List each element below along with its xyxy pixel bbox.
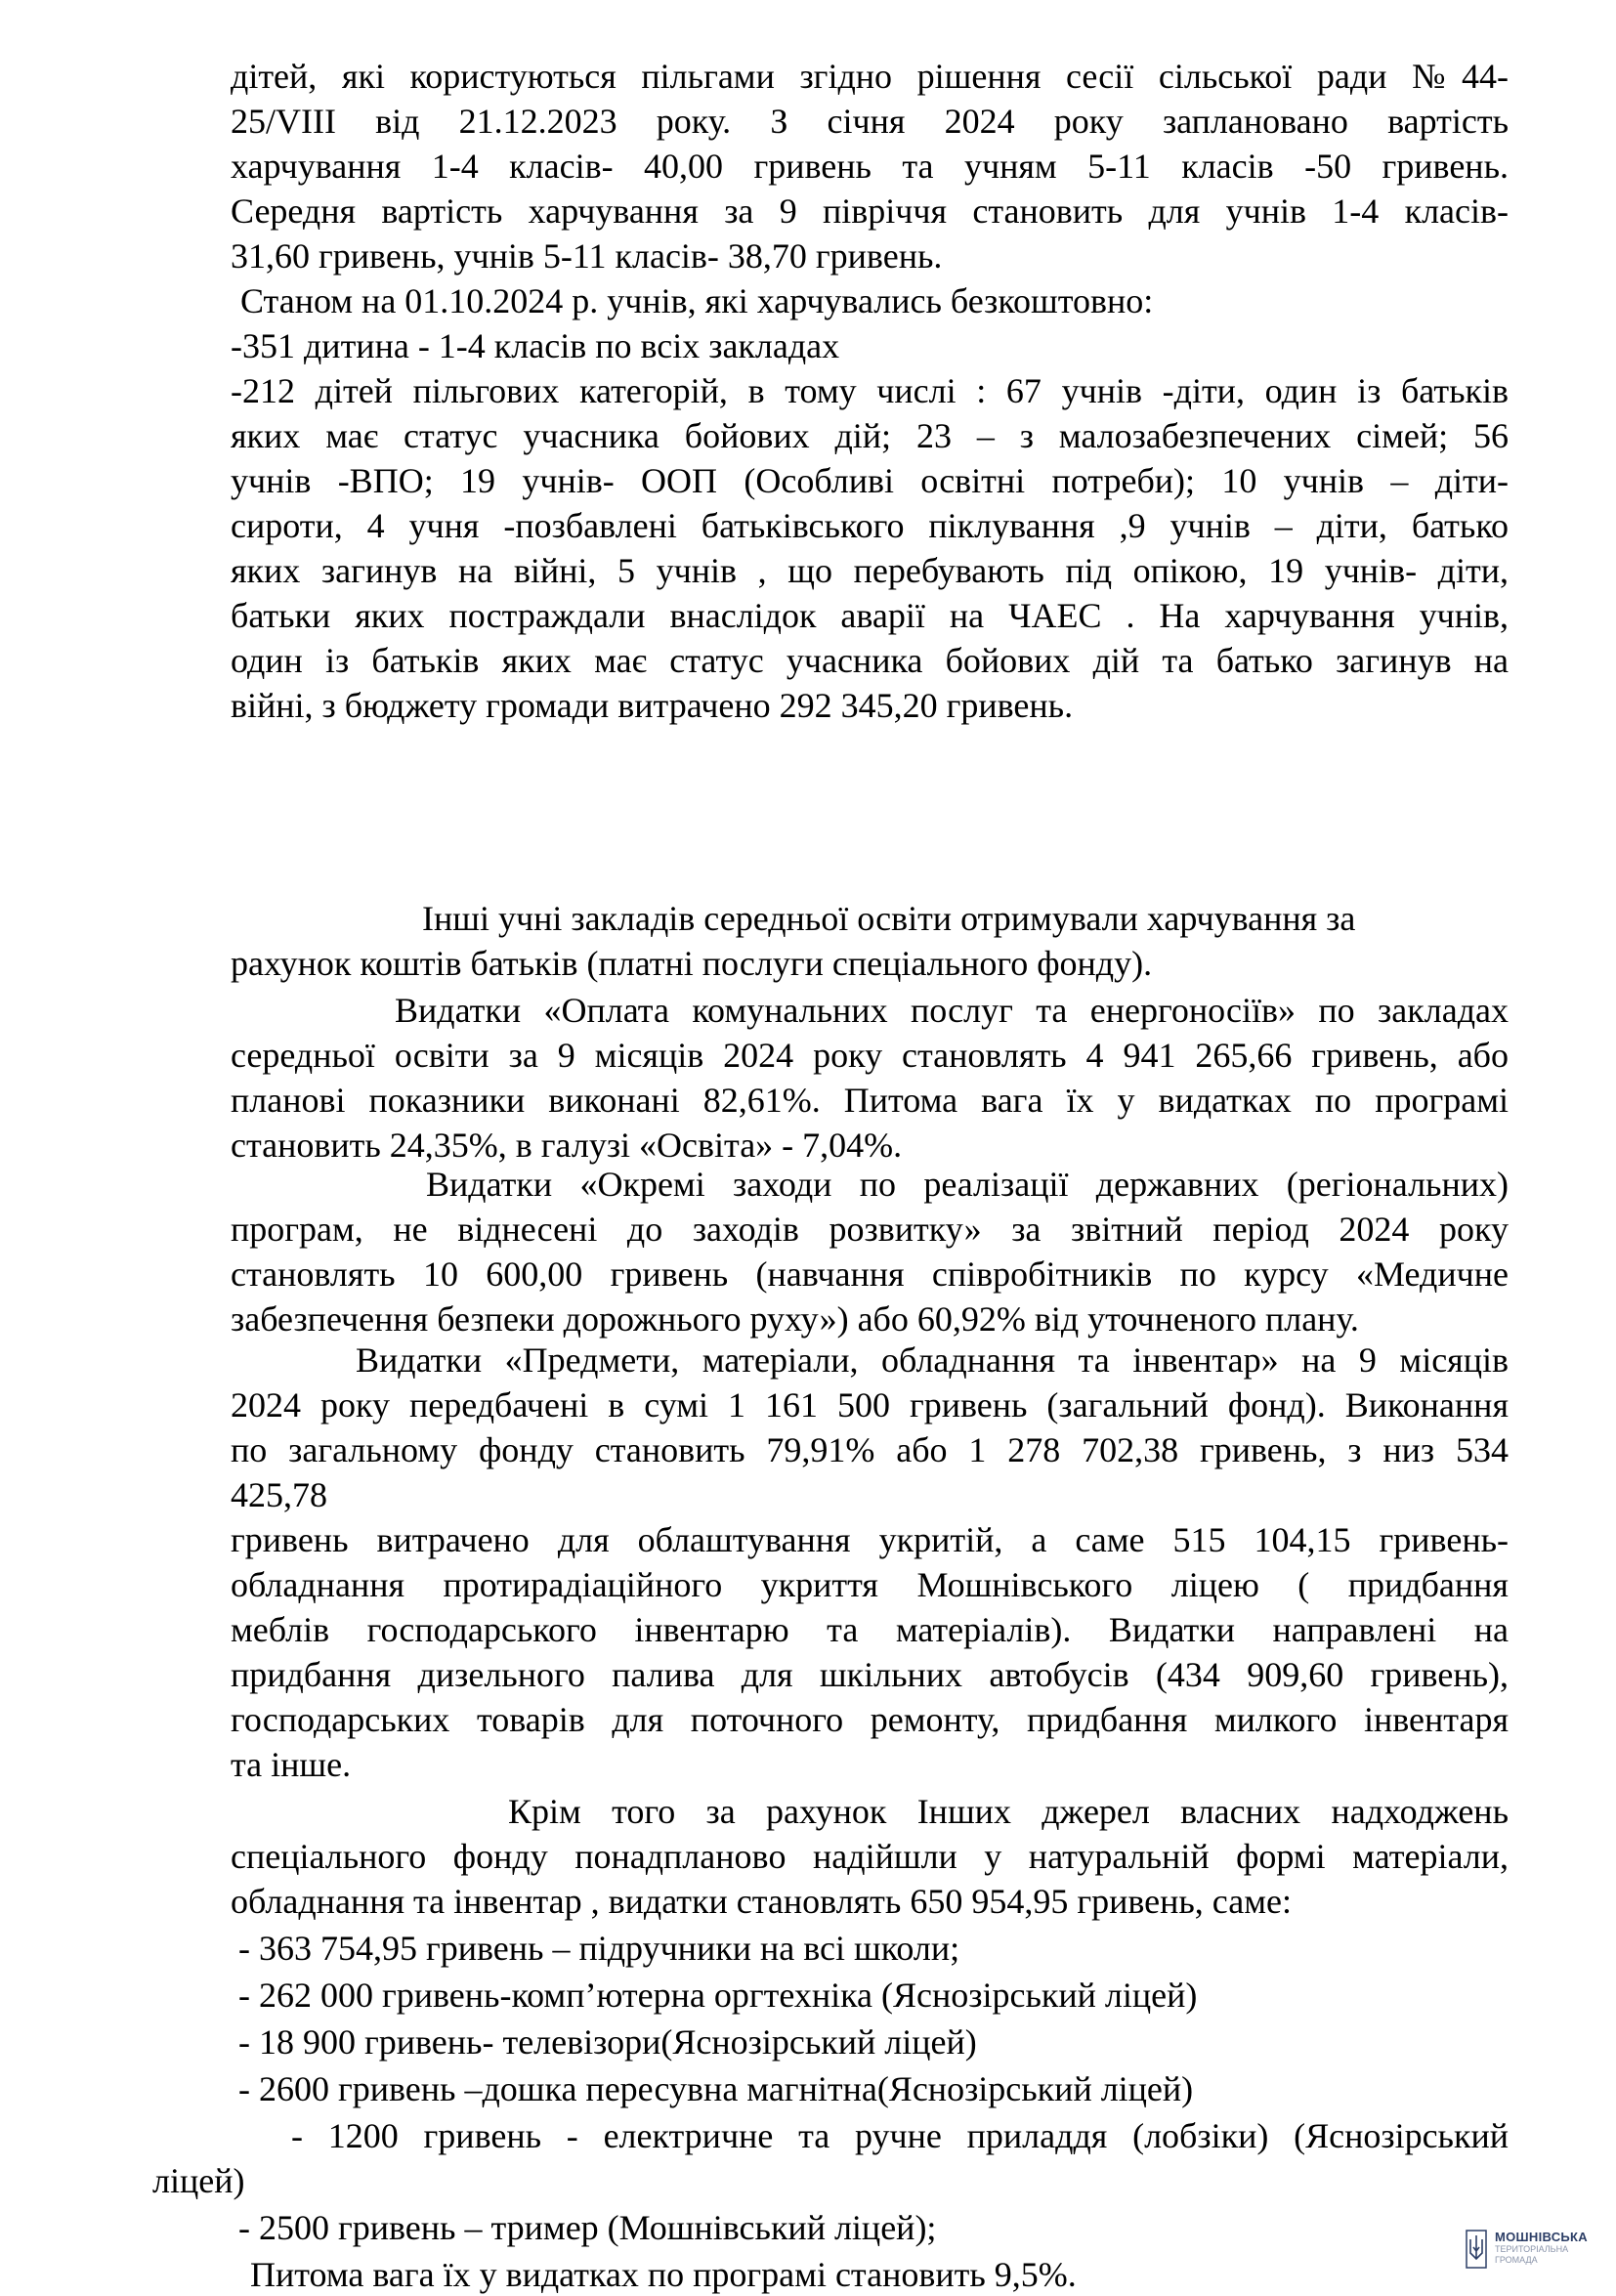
text-line: дітей, які користуються пільгами згідно рішення сесії сільської ради №44-	[231, 57, 1509, 96]
text-line: 2024 року передбачені в сумі 1 161 500 гривень (загальний фонд). Виконання	[231, 1385, 1509, 1424]
text-line: обладнання протирадіаційного укриття Мошнівського ліцею ( придбання	[231, 1565, 1509, 1604]
text-line: обладнання та інвентар , видатки становлять 650 954,95 гривень, саме:	[231, 1882, 1292, 1921]
logo-subtitle: ТЕРИТОРІАЛЬНА ГРОМАДА	[1495, 2244, 1569, 2265]
list-item: - 363 754,95 гривень – підручники на всі школи;	[238, 1929, 960, 1968]
text-line: 31,60 гривень, учнів 5-11 класів- 38,70 гривень.	[231, 236, 943, 276]
text-line: придбання дизельного палива для шкільних автобусів (434 909,60 гривень),	[231, 1655, 1509, 1694]
text-line: Видатки «Оплата комунальних послуг та енергоносіїв» по закладах	[395, 991, 1509, 1030]
text-line: харчування 1-4 класів- 40,00 гривень та учням 5-11 класів -50 гривень.	[231, 147, 1509, 186]
list-item: - 2500 гривень – тример (Мошнівський ліцей);	[238, 2208, 937, 2247]
list-item: - 262 000 гривень-комп’ютерна оргтехніка (Яснозірський ліцей)	[238, 1976, 1198, 2015]
logo-title: МОШНІВСЬКА	[1495, 2230, 1588, 2244]
text-line: господарських товарів для поточного ремонту, придбання милкого інвентаря	[231, 1700, 1509, 1739]
text-line: Видатки «Предмети, матеріали, обладнання та інвентар» на 9 місяців	[356, 1340, 1509, 1380]
community-logo	[1466, 2230, 1612, 2273]
text-line: меблів господарського інвентарю та матеріалів). Видатки направлені на	[231, 1610, 1509, 1649]
text-line: спеціального фонду понадплановo надійшли у натуральній формі матеріали,	[231, 1837, 1509, 1876]
text-line: яких має статус учасника бойових дій; 23 – з малозабезпечених сімей; 56	[231, 416, 1509, 455]
text-line: учнів -ВПО; 19 учнів- ООП (Особливі освітні потреби); 10 учнів – діти-	[231, 461, 1509, 500]
text-line: -351 дитина - 1-4 класів по всіх закладах	[231, 326, 840, 365]
text-line: 25/VIII від 21.12.2023 року. З січня 2024 року заплановано вартість	[231, 102, 1509, 141]
trident-crest-icon	[1466, 2230, 1487, 2269]
text-line: та інше.	[231, 1745, 352, 1784]
text-line: Середня вартість харчування за 9 півріччя становить для учнів 1-4 класів-	[231, 191, 1509, 231]
text-line: один із батьків яких має статус учасника бойових дій та батько загинув на	[231, 641, 1509, 680]
list-item: - 1200 гривень - електричне та ручне приладдя (лобзіки) (Яснозірський	[291, 2116, 1509, 2155]
text-line: по загальному фонду становить 79,91% або 1 278 702,38 гривень, з низ 534	[231, 1430, 1509, 1469]
text-line: забезпечення безпеки дорожнього руху») або 60,92% від уточненого плану.	[231, 1299, 1359, 1339]
text-line: батьки яких постраждали внаслідок аварії на ЧАЕС . На харчування учнів,	[231, 596, 1509, 635]
text-line: яких загинув на війні, 5 учнів , що перебувають під опікою, 19 учнів- діти,	[231, 551, 1509, 590]
text-line: Крім того за рахунок Інших джерел власних надходжень	[508, 1792, 1509, 1831]
text-line: середньої освіти за 9 місяців 2024 року становлять 4 941 265,66 гривень, або	[231, 1036, 1509, 1075]
text-line: програм, не віднесені до заходів розвитку» за звітний період 2024 року	[231, 1210, 1509, 1249]
list-item: - 18 900 гривень- телевізори(Яснозірський ліцей)	[238, 2022, 977, 2062]
text-line: війні, з бюджету громади витрачено 292 345,20 гривень.	[231, 686, 1074, 725]
text-line: Питома вага їх у видатках по програмі становить 9,5%.	[250, 2255, 1077, 2294]
text-line: Станом на 01.10.2024 р. учнів, які харчувались безкоштовно:	[240, 281, 1154, 320]
text-line: рахунок коштів батьків (платні послуги спеціального фонду).	[231, 944, 1153, 983]
text-line: сироти, 4 учня -позбавлені батьківського піклування ,9 учнів – діти, батько	[231, 506, 1509, 545]
list-item: - 2600 гривень –дошка пересувна магнітна(Яснозірський ліцей)	[238, 2069, 1194, 2108]
text-line: становлять 10 600,00 гривень (навчання співробітників по курсу «Медичне	[231, 1254, 1509, 1294]
list-item: ліцей)	[152, 2161, 245, 2200]
text-line: становить 24,35%, в галузі «Освіта» - 7,04%.	[231, 1126, 903, 1165]
text-line: Видатки «Окремі заходи по реалізації державних (регіональних)	[426, 1165, 1509, 1204]
text-line: -212 дітей пільгових категорій, в тому числі : 67 учнів -діти, один із батьків	[231, 371, 1509, 410]
text-line: Інші учні закладів середньої освіти отримували харчування за	[422, 899, 1356, 938]
text-line: гривень витрачено для облаштування укритій, а саме 515 104,15 гривень-	[231, 1520, 1509, 1559]
text-line: 425,78	[231, 1475, 327, 1514]
text-line: планові показники виконані 82,61%. Питома вага їх у видатках по програмі	[231, 1081, 1509, 1120]
